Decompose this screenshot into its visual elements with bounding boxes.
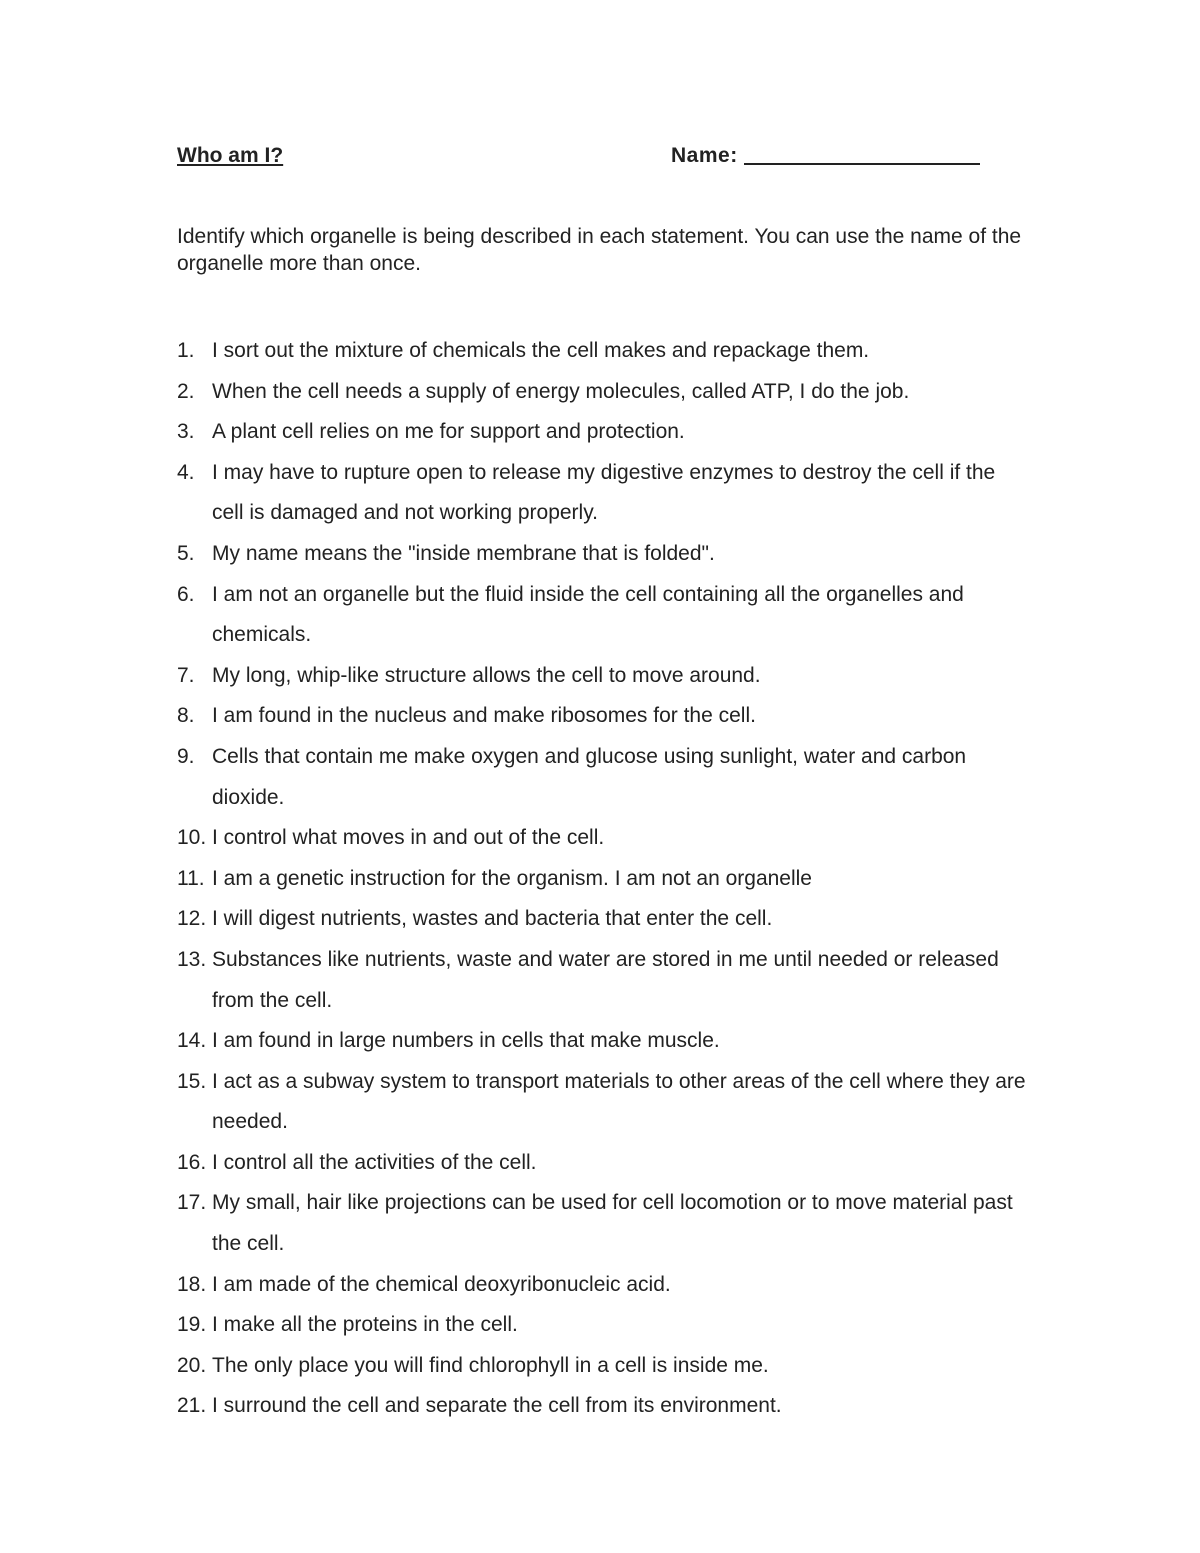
question-number: 3. xyxy=(177,420,195,444)
question-item xyxy=(177,1305,1027,1346)
question-item xyxy=(177,1021,1027,1062)
question-text: I sort out the mixture of chemicals the cell makes and repackage them. xyxy=(212,339,870,362)
question-number: 15. xyxy=(177,1069,207,1093)
question-text: My name means the "inside membrane that is folded". xyxy=(212,541,715,565)
question-item xyxy=(177,1143,1027,1184)
question-number: 19. xyxy=(177,1313,207,1337)
question-number: 14. xyxy=(177,1029,207,1053)
question-number: 1. xyxy=(177,339,195,362)
question-text: Cells that contain me make oxygen and glucose using sunlight, water and carbon dioxide. xyxy=(212,744,967,809)
question-number: 2. xyxy=(177,379,195,403)
question-text: The only place you will find chlorophyll in a cell is inside me. xyxy=(212,1353,769,1377)
question-number: 16. xyxy=(177,1150,207,1174)
question-item xyxy=(177,818,1027,859)
question-item xyxy=(177,1183,1027,1264)
question-item xyxy=(177,453,1027,534)
question-number: 6. xyxy=(177,582,195,606)
question-text: Substances like nutrients, waste and water are stored in me until needed or released from the cell. xyxy=(212,947,999,1012)
question-number: 4. xyxy=(177,460,195,484)
question-text: I am found in the nucleus and make ribosomes for the cell. xyxy=(212,704,756,728)
question-item xyxy=(177,656,1027,697)
question-text: I will digest nutrients, wastes and bacteria that enter the cell. xyxy=(212,907,773,931)
question-text: I surround the cell and separate the cell from its environment. xyxy=(212,1394,782,1418)
question-text: My long, whip-like structure allows the cell to move around. xyxy=(212,663,761,687)
question-text: I control all the activities of the cell. xyxy=(212,1150,537,1174)
question-number: 13. xyxy=(177,947,207,971)
question-number: 8. xyxy=(177,704,195,728)
question-number: 18. xyxy=(177,1272,207,1296)
question-list xyxy=(177,331,1027,1427)
question-number: 9. xyxy=(177,744,195,768)
question-item xyxy=(177,696,1027,737)
question-text: When the cell needs a supply of energy molecules, called ATP, I do the job. xyxy=(212,379,910,403)
question-item xyxy=(177,1346,1027,1387)
question-item xyxy=(177,1386,1027,1427)
name-field-row xyxy=(671,143,980,169)
worksheet-title: Who am I? xyxy=(177,144,284,167)
question-item xyxy=(177,372,1027,413)
question-number: 21. xyxy=(177,1394,207,1418)
question-text: I act as a subway system to transport materials to other areas of the cell where they are needed. xyxy=(212,1069,1026,1134)
question-text: I may have to rupture open to release my digestive enzymes to destroy the cell if the cell is damaged and not working properly. xyxy=(212,460,996,525)
name-blank-line[interactable] xyxy=(744,143,980,165)
question-text: I am a genetic instruction for the organism. I am not an organelle xyxy=(212,866,812,890)
question-text: I am not an organelle but the fluid inside the cell containing all the organelles and chemicals. xyxy=(212,582,964,647)
question-item xyxy=(177,940,1027,1021)
question-item xyxy=(177,859,1027,900)
question-item xyxy=(177,331,1027,372)
question-number: 7. xyxy=(177,663,195,687)
question-number: 5. xyxy=(177,541,195,565)
question-item xyxy=(177,1265,1027,1306)
question-item xyxy=(177,1062,1027,1143)
question-item xyxy=(177,412,1027,453)
name-label: Name: xyxy=(671,144,738,167)
instructions-text: Identify which organelle is being described in each statement. You can use the name of the organelle more than once. xyxy=(177,225,1022,275)
question-text: My small, hair like projections can be used for cell locomotion or to move material past the cell. xyxy=(212,1191,1013,1256)
question-text: I am found in large numbers in cells that make muscle. xyxy=(212,1029,720,1053)
question-text: I make all the proteins in the cell. xyxy=(212,1313,518,1337)
question-item xyxy=(177,899,1027,940)
question-number: 12. xyxy=(177,907,207,931)
question-number: 10. xyxy=(177,826,207,850)
question-text: I control what moves in and out of the cell. xyxy=(212,826,605,850)
question-number: 11. xyxy=(177,866,205,890)
question-number: 20. xyxy=(177,1353,207,1377)
question-text: I am made of the chemical deoxyribonucleic acid. xyxy=(212,1272,671,1296)
question-text: A plant cell relies on me for support and protection. xyxy=(212,420,685,444)
question-item xyxy=(177,575,1027,656)
question-item xyxy=(177,737,1027,818)
question-item xyxy=(177,534,1027,575)
question-number: 17. xyxy=(177,1191,207,1215)
